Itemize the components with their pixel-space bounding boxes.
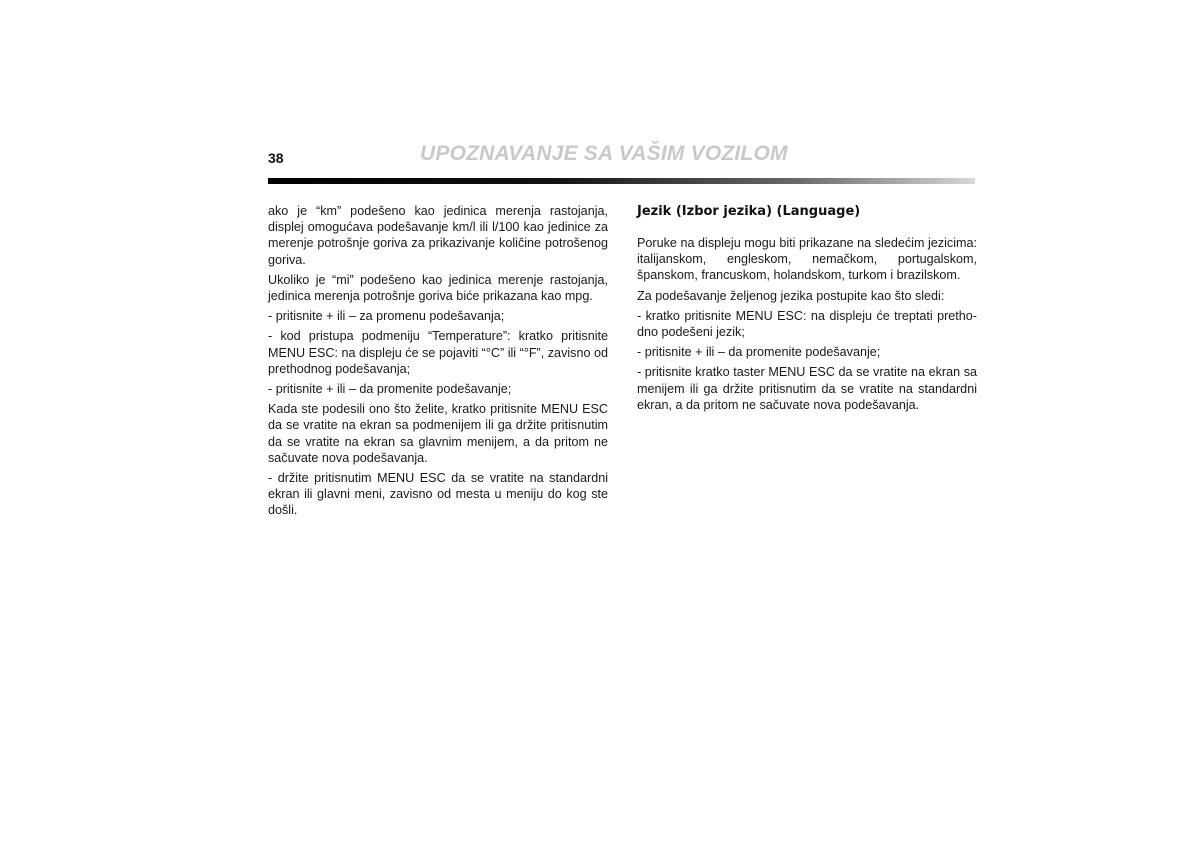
header-rule [268, 178, 975, 184]
paragraph: Za podešavanje željenog jezika postupite kao što sledi: [637, 288, 945, 303]
list-item: - držite pritisnutim MENU ESC da se vratite na standardni ekran ili glavni meni, zavisno od mesta u meniju do kog ste došli. [268, 471, 608, 518]
list-item: - kratko pritisnite MENU ESC: na displeju će treptati pretho-dno podešeni jezik; [637, 308, 977, 340]
paragraph: Ukoliko je “mi” podešeno kao jedinica merenje rastojanja, jedinica merenja potrošnje goriva biće prikazana kao mpg. [268, 272, 608, 304]
paragraph: Kada ste podesili ono što želite, kratko pritisnite MENU ESC da se vratite na ekran sa podmenijem ili ga držite pritisnutim da se vratite na ekran sa glavnim menijem, a da pritom ne sačuvate nova podešavanja. [268, 402, 608, 465]
list-item: - pritisnite kratko taster MENU ESC da se vratite na ekran sa menijem ili ga držite pritisnutim da se vratite na standardni ekran, a da pritom ne sačuvate nova podešavanja. [637, 365, 977, 412]
section-heading: Jezik (Izbor jezika) (Language) [637, 204, 861, 219]
paragraph: ako je “km” podešeno kao jedinica merenja rastojanja, displej omogućava podešavanje km/l ili l/100 kao jedinice za merenje potrošnje goriva za prikazivanje količine potrošenog goriva. [268, 204, 608, 267]
chapter-title: UPOZNAVANJE SA VAŠIM VOZILOM [420, 142, 788, 165]
page-number: 38 [268, 150, 284, 166]
right-column [637, 203, 977, 417]
list-item: - pritisnite + ili – da promenite podešavanje; [637, 345, 881, 360]
list-item: - kod pristupa podmeniju “Temperature”: kratko pritisnite MENU ESC: na displeju će se pojaviti “°C” ili “°F”, zavisno od prethodnog podešavanja; [268, 329, 608, 376]
paragraph: Poruke na displeju mogu biti prikazane na sledećim jezicima: italijanskom, engleskom, nemačkom, portugalskom, španskom, francuskom, holandskom, turkom i brazilskom. [637, 236, 977, 283]
list-item: - pritisnite + ili – za promenu podešavanja; [268, 309, 505, 324]
list-item: - pritisnite + ili – da promenite podešavanje; [268, 382, 512, 397]
left-column [268, 203, 608, 523]
